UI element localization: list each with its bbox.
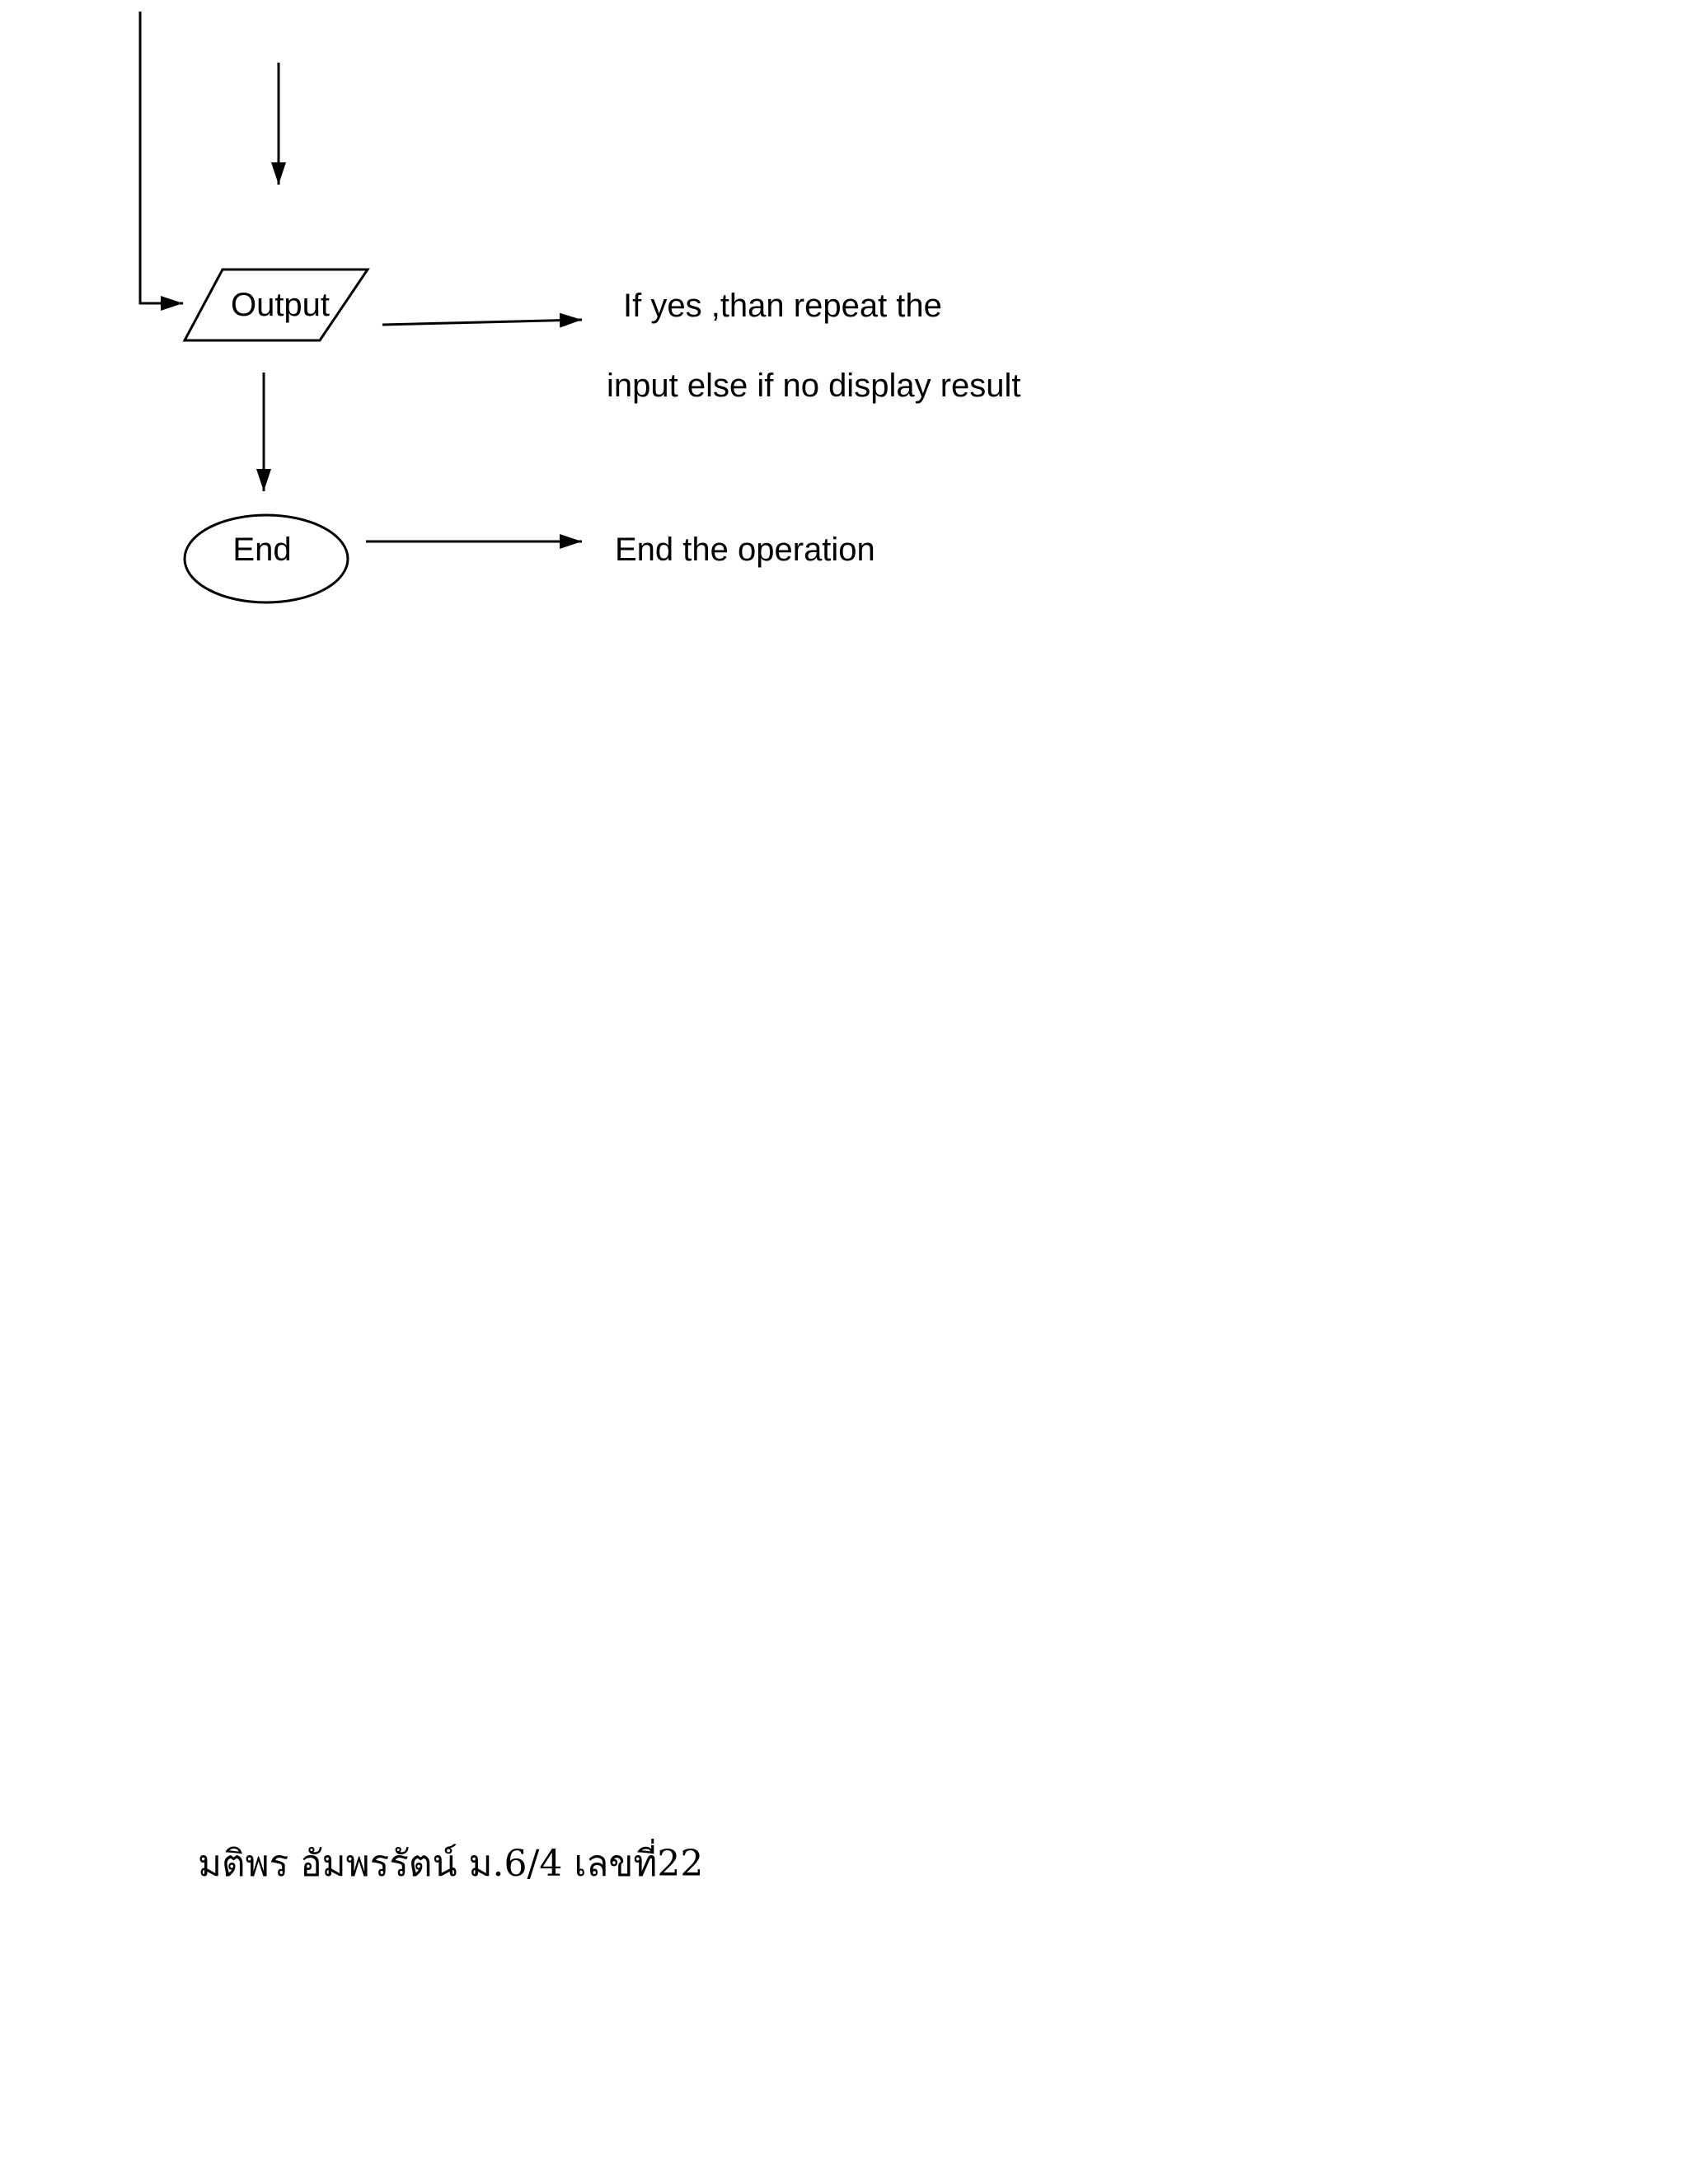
output-node-label: Output (230, 287, 331, 323)
output-note-line2: input else if no display result (607, 368, 1021, 404)
end-node-label: End (232, 532, 292, 568)
output-note-line1: If yes ,than repeat the (623, 288, 942, 324)
output-note-arrow (382, 320, 582, 325)
author-footer: มติพร อัมพรรัตน์ ม.6/4 เลขที่22 (198, 1843, 704, 1885)
loop-back-connector (140, 12, 183, 303)
end-note-text: End the operation (615, 532, 875, 568)
